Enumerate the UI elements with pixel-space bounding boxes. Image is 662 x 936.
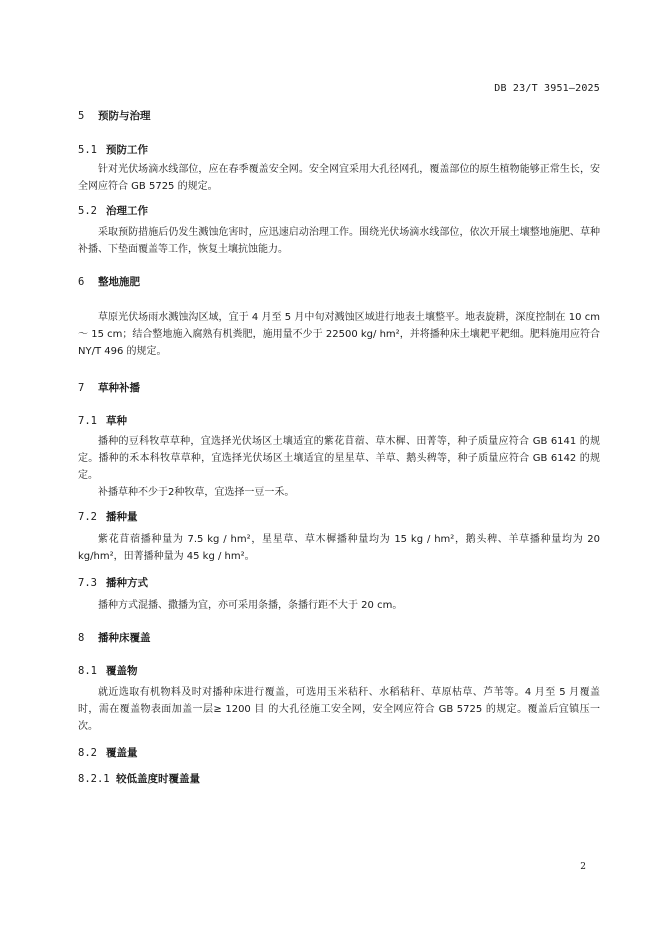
section-title: 整地施肥 bbox=[98, 276, 140, 288]
section-heading-7 bbox=[78, 380, 600, 395]
section-number: 7.1 bbox=[78, 415, 97, 427]
standard-code: DB 23/T 3951—2025 bbox=[494, 83, 600, 94]
section-heading-5-1 bbox=[78, 142, 600, 157]
section-number: 8.2 bbox=[78, 747, 97, 759]
section-heading-8-1 bbox=[78, 663, 600, 678]
page-number: 2 bbox=[580, 862, 586, 872]
section-title: 预防与治理 bbox=[98, 110, 151, 122]
section-title: 覆盖量 bbox=[106, 747, 138, 759]
section-title: 播种床覆盖 bbox=[98, 632, 151, 644]
section-number: 5 bbox=[78, 110, 85, 122]
section-number: 8 bbox=[78, 632, 85, 644]
paragraph-5-2: 采取预防措施后仍发生溅蚀危害时，应迅速启动治理工作。围绕光伏场滴水线部位，依次开展土壤整地施肥、草种补播、下垫面覆盖等工作，恢复土壤抗蚀能力。 bbox=[78, 227, 600, 255]
section-number: 5.1 bbox=[78, 144, 97, 156]
section-title: 播种方式 bbox=[106, 577, 148, 589]
section-heading-7-3 bbox=[78, 575, 600, 590]
section-title: 草种 bbox=[106, 415, 127, 427]
paragraph-7-1: 播种的豆科牧草草种，宜选择光伏场区土壤适宜的紫花苜蓿、草木樨、田菁等，种子质量应符合 GB 6141 的规定。播种的禾本科牧草草种，宜选择光伏场区土壤适宜的星星草、羊草、鹅头稗等，种子质量应符合 GB 6142 的规定。 bbox=[78, 436, 600, 481]
section-number: 7 bbox=[78, 382, 85, 394]
section-title: 播种量 bbox=[106, 511, 138, 523]
section-title: 治理工作 bbox=[106, 205, 148, 217]
section-heading-5-2 bbox=[78, 203, 600, 218]
section-title: 预防工作 bbox=[106, 144, 148, 156]
section-title: 较低盖度时覆盖量 bbox=[116, 773, 200, 785]
paragraph-8-1: 就近选取有机物料及时对播种床进行覆盖，可选用玉米秸秆、水稻秸秆、草原枯草、芦苇等。4 月至 5 月覆盖时，需在覆盖物表面加盖一层≥ 1200 目 的大孔径施工安全网，安全网应符合 GB 5725 的规定。覆盖后宜镇压一次。 bbox=[78, 687, 600, 732]
section-number: 7.3 bbox=[78, 577, 97, 589]
section-heading-7-1 bbox=[78, 413, 600, 428]
section-heading-8 bbox=[78, 630, 600, 645]
section-heading-7-2 bbox=[78, 509, 600, 524]
section-number: 8.1 bbox=[78, 665, 97, 677]
section-title: 覆盖物 bbox=[106, 665, 138, 677]
paragraph-7-2: 紫花苜蓿播种量为 7.5 kg / hm²，星星草、草木樨播种量均为 15 kg / hm²，鹅头稗、羊草播种量均为 20 kg/hm²，田菁播种量为 45 kg / hm²。 bbox=[78, 534, 600, 562]
section-title: 草种补播 bbox=[98, 382, 140, 394]
paragraph-7-3: 播种方式混播、撒播为宜，亦可采用条播，条播行距不大于 20 cm。 bbox=[98, 600, 403, 611]
section-heading-8-2-1 bbox=[78, 771, 600, 786]
paragraph-7-1-b: 补播草种不少于2种牧草，宜选择一豆一禾。 bbox=[98, 487, 295, 498]
document-body bbox=[78, 108, 600, 786]
paragraph-5-1: 针对光伏场滴水线部位，应在春季覆盖安全网。安全网宜采用大孔径网孔，覆盖部位的原生植物能够正常生长，安全网应符合 GB 5725 的规定。 bbox=[78, 164, 600, 192]
section-heading-8-2 bbox=[78, 745, 600, 760]
section-number: 7.2 bbox=[78, 511, 97, 523]
section-number: 5.2 bbox=[78, 205, 97, 217]
section-number: 8.2.1 bbox=[78, 773, 110, 785]
section-heading-6 bbox=[78, 274, 600, 289]
section-heading-5 bbox=[78, 108, 600, 123]
paragraph-6: 草原光伏场雨水溅蚀沟区域，宜于 4 月至 5 月中旬对溅蚀区域进行地表土壤整平。地表旋耕，深度控制在 10 cm ～ 15 cm；结合整地施入腐熟有机粪肥，施用量不少于 22500 kg/ hm²，并将播种床土壤耙平耙细。肥料施用应符合 NY/T 496 的规定。 bbox=[78, 312, 600, 357]
section-number: 6 bbox=[78, 276, 85, 288]
